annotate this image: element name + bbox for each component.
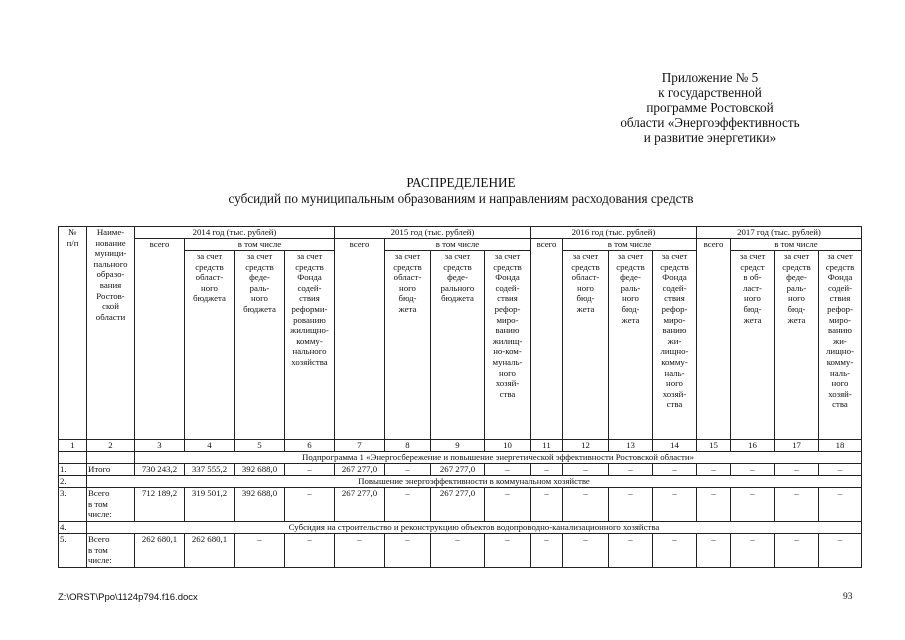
header-source: за счет средств област- ного бюд- жета — [563, 251, 609, 440]
column-number: 1 — [59, 440, 87, 452]
header-source: за счет средств Фонда содей- ствия реформи- рованию жилищно- комму- нального хозяйства — [285, 251, 335, 440]
header-source: за счет средств феде- раль- ного бюд- жета — [609, 251, 653, 440]
value-cell: – — [385, 534, 431, 568]
row-number: 3. — [59, 488, 87, 522]
header-total: всего — [335, 239, 385, 440]
column-number: 9 — [431, 440, 485, 452]
column-number: 14 — [653, 440, 697, 452]
value-cell: 730 243,2 — [135, 464, 185, 476]
value-cell: – — [731, 534, 775, 568]
header-total: всего — [531, 239, 563, 440]
value-cell: – — [485, 534, 531, 568]
value-cell: 337 555,2 — [185, 464, 235, 476]
value-cell: – — [697, 464, 731, 476]
column-number: 12 — [563, 440, 609, 452]
value-cell: – — [285, 534, 335, 568]
value-cell: 319 501,2 — [185, 488, 235, 522]
header-year-2016: 2016 год (тыс. рублей) — [531, 227, 697, 239]
value-cell: 712 189,2 — [135, 488, 185, 522]
value-cell: – — [285, 488, 335, 522]
appendix-line: Приложение № 5 — [661, 70, 759, 85]
value-cell: – — [819, 464, 862, 476]
column-number: 18 — [819, 440, 862, 452]
column-number: 6 — [285, 440, 335, 452]
value-cell: 392 688,0 — [235, 488, 285, 522]
value-cell: – — [609, 464, 653, 476]
header-year-2015: 2015 год (тыс. рублей) — [335, 227, 531, 239]
header-source: за счет средств област- ного бюд- жета — [385, 251, 431, 440]
value-cell: – — [563, 534, 609, 568]
value-cell: 267 277,0 — [335, 488, 385, 522]
value-cell: – — [653, 464, 697, 476]
value-cell: 392 688,0 — [235, 464, 285, 476]
title-heading: РАСПРЕДЕЛЕНИЕ — [406, 175, 516, 190]
header-incl: в том числе — [185, 239, 335, 251]
value-cell: – — [531, 488, 563, 522]
section-title: Подпрограмма 1 «Энергосбережение и повышение энергетической эффективности Ростовской области» — [135, 452, 862, 464]
value-cell: 262 680,1 — [135, 534, 185, 568]
value-cell: – — [485, 464, 531, 476]
appendix-line: области «Энергоэффективность — [620, 115, 800, 130]
table-row — [59, 488, 862, 522]
column-number-row — [59, 440, 862, 452]
empty-cell — [87, 452, 135, 464]
column-number: 13 — [609, 440, 653, 452]
value-cell: – — [653, 488, 697, 522]
column-number: 16 — [731, 440, 775, 452]
subsidy-table — [58, 226, 862, 568]
column-number: 15 — [697, 440, 731, 452]
value-cell: – — [485, 488, 531, 522]
row-name: Всего в том числе: — [87, 488, 135, 522]
header-source: за счет средств феде- раль- ного бюд- жета — [775, 251, 819, 440]
header-row-totals — [59, 239, 862, 251]
column-number: 2 — [87, 440, 135, 452]
section-row-subprogram — [59, 452, 862, 464]
section-title: Повышение энергоэффективности в коммунальном хозяйстве — [87, 476, 862, 488]
value-cell: – — [335, 534, 385, 568]
section-row — [59, 476, 862, 488]
section-row — [59, 522, 862, 534]
value-cell: – — [697, 488, 731, 522]
value-cell: 267 277,0 — [431, 464, 485, 476]
value-cell: 267 277,0 — [335, 464, 385, 476]
table-row — [59, 464, 862, 476]
value-cell: – — [563, 488, 609, 522]
header-total: всего — [697, 239, 731, 440]
section-title: Субсидия на строительство и реконструкцию объектов водопроводно-канализационного хозяйства — [87, 522, 862, 534]
value-cell: – — [431, 534, 485, 568]
value-cell: – — [731, 464, 775, 476]
value-cell: 267 277,0 — [431, 488, 485, 522]
header-year-2014: 2014 год (тыс. рублей) — [135, 227, 335, 239]
header-incl: в том числе — [385, 239, 531, 251]
table-row — [59, 534, 862, 568]
value-cell: – — [775, 488, 819, 522]
value-cell: – — [385, 464, 431, 476]
value-cell: – — [653, 534, 697, 568]
column-number: 11 — [531, 440, 563, 452]
column-number: 7 — [335, 440, 385, 452]
row-name: Всего в том числе: — [87, 534, 135, 568]
header-name: Наиме- нование муници- пального образо- вания Ростов- ской области — [87, 227, 135, 440]
empty-cell — [59, 452, 87, 464]
document-title — [0, 175, 905, 206]
row-number: 4. — [59, 522, 87, 534]
value-cell: – — [731, 488, 775, 522]
appendix-block — [560, 70, 860, 145]
header-source: за счет средств Фонда содей- ствия рефор- миро- ванию жилищ- но-ком- муналь- ного хозяй- ства — [485, 251, 531, 440]
value-cell: – — [531, 534, 563, 568]
header-incl: в том числе — [563, 239, 697, 251]
value-cell: – — [531, 464, 563, 476]
column-number: 4 — [185, 440, 235, 452]
appendix-line: к государственной — [658, 85, 762, 100]
header-incl: в том числе — [731, 239, 862, 251]
column-number: 5 — [235, 440, 285, 452]
page-number: 93 — [843, 592, 853, 602]
value-cell: – — [697, 534, 731, 568]
header-source: за счет средств Фонда содей- ствия рефор- миро- ванию жи- лищно- комму- наль- ного хозяй- ства — [653, 251, 697, 440]
appendix-line: и развитие энергетики» — [643, 130, 777, 145]
value-cell: – — [819, 488, 862, 522]
header-year-2017: 2017 год (тыс. рублей) — [697, 227, 862, 239]
header-source: за счет средст в об- ласт- ного бюд- жета — [731, 251, 775, 440]
header-num: № п/п — [59, 227, 87, 440]
column-number: 17 — [775, 440, 819, 452]
file-path: Z:\ORST\Ppo\1124p794.f16.docx — [58, 592, 198, 603]
column-number: 3 — [135, 440, 185, 452]
row-name: Итого — [87, 464, 135, 476]
value-cell: – — [819, 534, 862, 568]
value-cell: – — [385, 488, 431, 522]
header-source: за счет средств област- ного бюджета — [185, 251, 235, 440]
header-row-years — [59, 227, 862, 239]
value-cell: 262 680,1 — [185, 534, 235, 568]
value-cell: – — [285, 464, 335, 476]
row-number: 1. — [59, 464, 87, 476]
value-cell: – — [563, 464, 609, 476]
value-cell: – — [609, 488, 653, 522]
title-subtitle: субсидий по муниципальным образованиям и направлениям расходования средств — [228, 190, 694, 206]
row-number: 2. — [59, 476, 87, 488]
column-number: 10 — [485, 440, 531, 452]
appendix-line: программе Ростовской — [646, 100, 774, 115]
header-total: всего — [135, 239, 185, 440]
value-cell: – — [235, 534, 285, 568]
value-cell: – — [775, 534, 819, 568]
value-cell: – — [609, 534, 653, 568]
header-source: за счет средств Фонда содей- ствия рефор- миро- ванию жи- лищно- комму- наль- ного хозяй- ства — [819, 251, 862, 440]
header-source: за счет средств феде- раль- ного бюджета — [235, 251, 285, 440]
value-cell: – — [775, 464, 819, 476]
column-number: 8 — [385, 440, 431, 452]
row-number: 5. — [59, 534, 87, 568]
header-source: за счет средств феде- рального бюджета — [431, 251, 485, 440]
